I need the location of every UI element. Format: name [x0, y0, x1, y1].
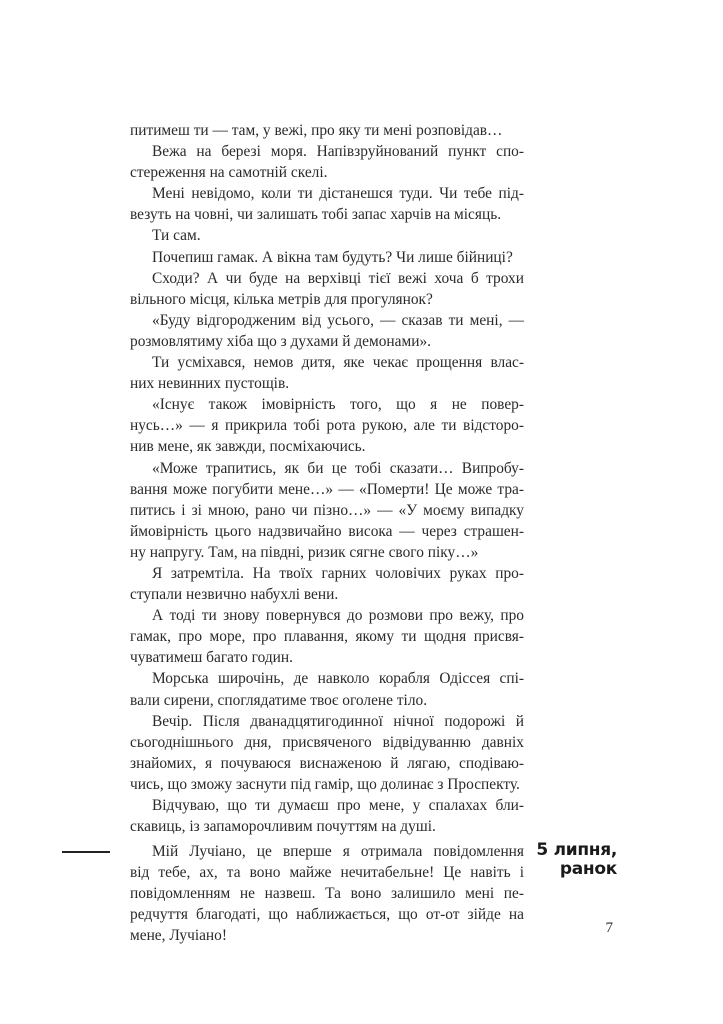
- text-line: Я затремтіла. На твоїх гарних чоловічих руках про-: [152, 564, 524, 582]
- paragraph: [130, 247, 524, 268]
- text-line: повідомленням не назвеш. Та воно залишило мені пе-: [130, 885, 524, 903]
- paragraph: [130, 605, 524, 668]
- paragraph: [130, 795, 524, 837]
- text-line: питись і зі мною, рано чи пізно…» — «У моєму випадку: [130, 501, 524, 519]
- paragraph: [130, 225, 524, 246]
- text-line: нив мене, як завжди, посміхаючись.: [130, 438, 366, 456]
- text-line: вання може погубити мене…» — «Померти! Це може тра-: [130, 480, 524, 498]
- text-line: Ти усміхався, немов дитя, яке чекає прощення влас-: [152, 354, 524, 372]
- text-line: Вечір. Після дванадцятигодинної нічної подорожі й: [152, 712, 524, 730]
- paragraph: [130, 310, 524, 352]
- main-text-block: [130, 120, 524, 837]
- text-line: ступали незвично набухлі вени.: [130, 586, 339, 604]
- text-line: стереження на самотній скелі.: [130, 164, 328, 182]
- text-line: «Може трапитись, як би це тобі сказати… Випробу-: [152, 459, 524, 477]
- text-line: «Існує також імовірність того, що я не повер-: [152, 396, 524, 414]
- paragraph: [130, 458, 524, 563]
- text-line: ймовірність цього надзвичайно висока — через страшен-: [130, 522, 524, 540]
- paragraph: [130, 352, 524, 394]
- text-line: А тоді ти знову повернувся до розмови про вежу, про: [152, 607, 524, 625]
- paragraph: [130, 120, 524, 141]
- text-line: Сходи? А чи буде на верхівці тієї вежі хоча б трохи: [152, 269, 524, 287]
- text-line: вали сирени, споглядатиме твоє оголене тіло.: [130, 691, 428, 709]
- text-line: нусь…» — я прикрила тобі рота рукою, але ти відсторо-: [130, 417, 524, 435]
- text-line: редчуття благодаті, що наближається, що от-от зійде на: [130, 906, 524, 924]
- paragraph: [130, 668, 524, 710]
- paragraph: [130, 841, 524, 946]
- text-line: чись, що зможу заснути під гамір, що долинає з Проспекту.: [130, 775, 520, 793]
- text-line: них невинних пустощів.: [130, 375, 290, 393]
- text-line: гамак, про море, про плавання, якому ти щодня присвя-: [130, 628, 524, 646]
- text-line: від тебе, ах, та воно майже нечитабельне! Це навіть і: [130, 864, 524, 882]
- text-line: скавиць, із запаморочливим почуттям на душі.: [130, 818, 436, 836]
- text-line: розмовлятиму хіба що з духами й демонами».: [130, 332, 431, 350]
- text-line: чуватимеш багато годин.: [130, 649, 293, 667]
- date-heading-line2: ранок: [559, 859, 617, 879]
- paragraph: [130, 141, 524, 183]
- paragraph: [130, 183, 524, 225]
- text-line: «Буду відгородженим від усього, — сказав ти мені, —: [152, 311, 524, 329]
- text-line: знайомих, я почуваюся виснаженою й лягаю, сподіваю-: [130, 754, 524, 772]
- text-line: Мені невідомо, коли ти дістанешся туди. Чи тебе під-: [152, 185, 524, 203]
- paragraph: [130, 394, 524, 457]
- text-line: питимеш ти — там, у вежі, про яку ти мені розповідав…: [130, 122, 503, 139]
- entry-date-heading: [536, 841, 617, 879]
- text-line: вільного місця, кілька метрів для прогулянок?: [130, 290, 433, 308]
- text-line: Морська широчінь, де навколо корабля Одіссея спі-: [152, 670, 524, 688]
- paragraph: [130, 711, 524, 795]
- text-line: Ти сам.: [152, 227, 201, 245]
- text-line: ну напругу. Там, на півдні, ризик сягне свого піку…»: [130, 543, 479, 561]
- paragraph: [130, 268, 524, 310]
- text-line: Вежа на березі моря. Напівзруйнований пункт спо-: [152, 143, 524, 161]
- text-line: везуть на човні, чи залишать тобі запас харчів на місяць.: [130, 206, 502, 224]
- diary-entry-text: [130, 841, 524, 946]
- text-line: сьогоднішнього дня, присвяченого відвідуванню давніх: [130, 733, 524, 751]
- text-line: Відчуваю, що ти думаєш про мене, у спалахах бли-: [152, 797, 524, 814]
- text-line: Мій Лучіано, це вперше я отримала повідомлення: [152, 843, 524, 860]
- text-line: Почепиш гамак. А вікна там будуть? Чи лише бійниці?: [152, 248, 513, 266]
- paragraph: [130, 563, 524, 605]
- page-number: 7: [605, 920, 613, 936]
- text-line: мене, Лучіано!: [130, 927, 227, 945]
- date-heading-line1: 5 липня,: [536, 840, 617, 860]
- section-divider-rule: [62, 851, 110, 853]
